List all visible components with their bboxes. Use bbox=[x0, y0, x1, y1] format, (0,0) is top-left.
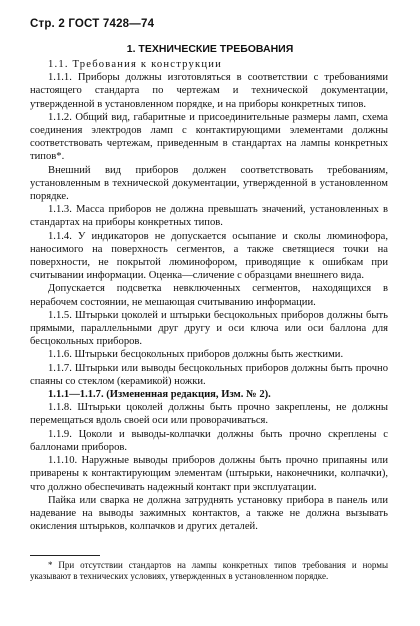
paragraph: 1.1.10. Наружные выводы приборов должны быть прочно припаяны или приварены к контактирующим элементам (штырьки, наконечники, колпачки), что должно обеспечивать надежный контакт при эксплуатации. bbox=[30, 455, 388, 493]
document-body bbox=[30, 58, 388, 533]
paragraph: 1.1.7. Штырьки или выводы бесцокольных приборов должны быть прочно спаяны со стеклом (керамикой) ножки. bbox=[30, 362, 388, 387]
paragraph: Внешний вид приборов должен соответствовать требованиям, установленным в технической документации, утвержденной в установленном порядке. bbox=[30, 164, 388, 203]
paragraph: 1.1.4. У индикаторов не допускается осыпание и сколы люминофора, наносимого на поверхность сегментов, а также светящиеся точки на поверхности, не покрытой люминофором, приводящие к ошибкам при считывании информации. Оценка—сличение с образцами внешнего вида. bbox=[30, 230, 388, 282]
page-header: Стр. 2 ГОСТ 7428—74 bbox=[30, 18, 155, 30]
paragraph: 1.1.6. Штырьки бесцокольных приборов должны быть жесткими. bbox=[48, 349, 344, 361]
paragraph: 1.1.8. Штырьки цоколей должны быть прочно закреплены, не должны перемещаться вдоль своей оси или проворачиваться. bbox=[30, 402, 388, 427]
paragraph: 1.1.1. Приборы должны изготовляться в соответствии с требованиями настоящего стандарта по чертежам и технической документации, утвержденной в установленном порядке, и на приборы конкретных типов. bbox=[30, 72, 388, 110]
footnote: * При отсутствии стандартов на лампы конкретных типов требования и нормы указывают в технических условиях, утвержденных в установленном порядке. bbox=[30, 560, 388, 581]
footnote-divider bbox=[30, 555, 100, 556]
subsection-heading: 1.1. Требования к конструкции bbox=[48, 59, 222, 70]
section-title: 1. ТЕХНИЧЕСКИЕ ТРЕБОВАНИЯ bbox=[126, 43, 294, 55]
paragraph: Пайка или сварка не должна затруднять установку прибора в панель или надевание на выводы зажимных контактов, а также не должна вызывать окисления штырьков, колпачков и других деталей. bbox=[30, 494, 388, 533]
amendment-note: 1.1.1—1.1.7. (Измененная редакция, Изм. № 2). bbox=[48, 389, 271, 401]
paragraph: 1.1.5. Штырьки цоколей и штырьки бесцокольных приборов должны быть прямыми, параллельными друг другу и оси ключа или оси баллона для бесцокольных приборов. bbox=[30, 309, 388, 348]
paragraph: 1.1.2. Общий вид, габаритные и присоединительные размеры ламп, схема соединения электродов ламп с контактирующими элементами должны соответствовать чертежам, приведенным в стандартах на лампы конкретных типов*. bbox=[30, 111, 388, 163]
paragraph: 1.1.3. Масса приборов не должна превышать значений, установленных в стандартах на приборы конкретных типов. bbox=[30, 204, 388, 229]
paragraph: Допускается подсветка невключенных сегментов, находящихся в нерабочем состоянии, не мешающая считыванию информации. bbox=[30, 283, 388, 308]
paragraph: 1.1.9. Цоколи и выводы-колпачки должны быть прочно скреплены с баллонами приборов. bbox=[30, 428, 388, 453]
